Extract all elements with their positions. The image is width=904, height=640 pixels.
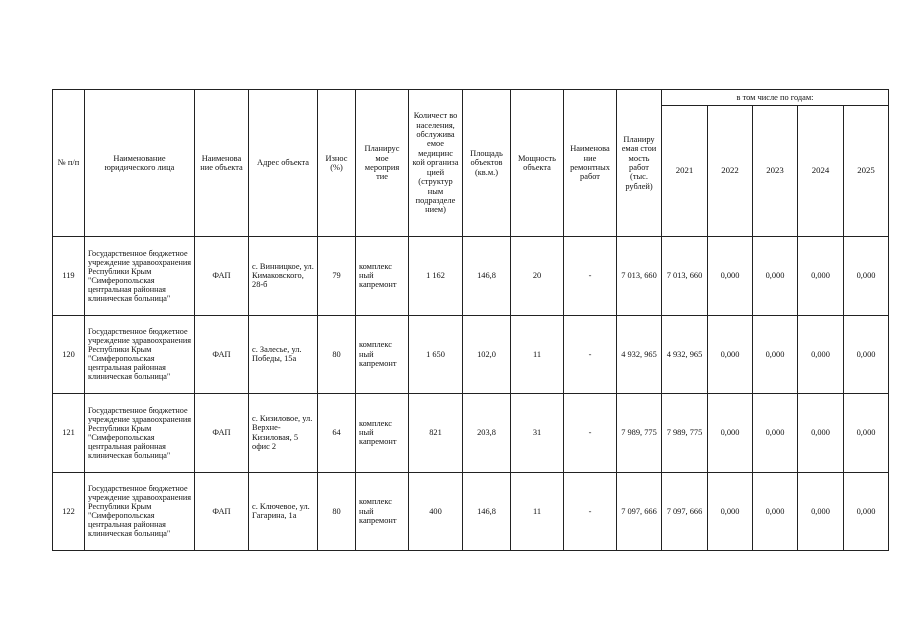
- header-repair-works: Наименова ние ремонтных работ: [564, 90, 617, 237]
- cell-measure: комплекс ный капремонт: [356, 472, 409, 551]
- cell-capacity: 20: [511, 237, 564, 316]
- cell-address: с. Ключевое, ул. Гагарина, 1а: [249, 472, 318, 551]
- cell-area: 146,8: [463, 237, 511, 316]
- header-year-2021: 2021: [662, 106, 708, 237]
- cell-wear: 64: [318, 394, 356, 473]
- table-row: [53, 472, 889, 551]
- header-population: Количест во населения, обслужива емое медицинс кой организа цией (структур ным подразделе нием): [409, 90, 463, 237]
- cell-address: с. Кизиловое, ул. Верхне-Кизиловая, 5 офис 2: [249, 394, 318, 473]
- cell-y2021: 7 989, 775: [662, 394, 708, 473]
- cell-num: 120: [53, 315, 85, 394]
- cell-y2025: 0,000: [844, 315, 889, 394]
- header-planned-measure: Планирус мое мероприя тие: [356, 90, 409, 237]
- cell-object: ФАП: [195, 237, 249, 316]
- cell-population: 1 162: [409, 237, 463, 316]
- cell-y2023: 0,000: [753, 394, 798, 473]
- cell-repair: -: [564, 472, 617, 551]
- header-by-years: в том числе по годам:: [662, 90, 889, 106]
- cell-wear: 79: [318, 237, 356, 316]
- cell-y2022: 0,000: [708, 394, 753, 473]
- cell-capacity: 11: [511, 315, 564, 394]
- header-planned-cost: Планиру емая стои мость работ (тыс. рублей): [617, 90, 662, 237]
- cell-cost: 7 989, 775: [617, 394, 662, 473]
- cell-capacity: 11: [511, 472, 564, 551]
- cell-cost: 7 013, 660: [617, 237, 662, 316]
- cell-repair: -: [564, 394, 617, 473]
- cell-y2022: 0,000: [708, 472, 753, 551]
- cell-address: с. Залесье, ул. Победы, 15а: [249, 315, 318, 394]
- cell-num: 119: [53, 237, 85, 316]
- cell-y2024: 0,000: [798, 394, 844, 473]
- header-area: Площадь объектов (кв.м.): [463, 90, 511, 237]
- table-row: [53, 394, 889, 473]
- cell-capacity: 31: [511, 394, 564, 473]
- cell-object: ФАП: [195, 472, 249, 551]
- cell-address: с. Винницкое, ул. Кимаковского, 28-б: [249, 237, 318, 316]
- cell-measure: комплекс ный капремонт: [356, 394, 409, 473]
- cell-object: ФАП: [195, 315, 249, 394]
- header-year-2025: 2025: [844, 106, 889, 237]
- cell-cost: 4 932, 965: [617, 315, 662, 394]
- cell-y2024: 0,000: [798, 315, 844, 394]
- cell-y2021: 7 013, 660: [662, 237, 708, 316]
- cell-measure: комплекс ный капремонт: [356, 315, 409, 394]
- cell-population: 1 650: [409, 315, 463, 394]
- cell-y2022: 0,000: [708, 237, 753, 316]
- cell-y2025: 0,000: [844, 237, 889, 316]
- cell-y2025: 0,000: [844, 394, 889, 473]
- cell-cost: 7 097, 666: [617, 472, 662, 551]
- cell-num: 121: [53, 394, 85, 473]
- cell-y2021: 4 932, 965: [662, 315, 708, 394]
- header-capacity: Мощность объекта: [511, 90, 564, 237]
- cell-area: 146,8: [463, 472, 511, 551]
- table-row: [53, 315, 889, 394]
- objects-table: [52, 89, 889, 551]
- header-org-name: Наименование юридического лица: [85, 90, 195, 237]
- cell-org: Государственное бюджетное учреждение здравоохранения Республики Крым "Симферопольская центральная районная клиническая больница": [85, 315, 195, 394]
- cell-org: Государственное бюджетное учреждение здравоохранения Республики Крым "Симферопольская центральная районная клиническая больница": [85, 237, 195, 316]
- cell-y2025: 0,000: [844, 472, 889, 551]
- cell-measure: комплекс ный капремонт: [356, 237, 409, 316]
- cell-org: Государственное бюджетное учреждение здравоохранения Республики Крым "Симферопольская центральная районная клиническая больница": [85, 472, 195, 551]
- cell-y2024: 0,000: [798, 472, 844, 551]
- header-year-2023: 2023: [753, 106, 798, 237]
- cell-area: 203,8: [463, 394, 511, 473]
- header-year-2022: 2022: [708, 106, 753, 237]
- cell-repair: -: [564, 315, 617, 394]
- cell-y2024: 0,000: [798, 237, 844, 316]
- cell-y2023: 0,000: [753, 237, 798, 316]
- cell-num: 122: [53, 472, 85, 551]
- header-wear: Износ (%): [318, 90, 356, 237]
- header-num: № п/п: [53, 90, 85, 237]
- cell-wear: 80: [318, 315, 356, 394]
- cell-y2023: 0,000: [753, 315, 798, 394]
- cell-repair: -: [564, 237, 617, 316]
- cell-y2021: 7 097, 666: [662, 472, 708, 551]
- cell-wear: 80: [318, 472, 356, 551]
- cell-population: 821: [409, 394, 463, 473]
- cell-org: Государственное бюджетное учреждение здравоохранения Республики Крым "Симферопольская центральная районная клиническая больница": [85, 394, 195, 473]
- table-row: [53, 237, 889, 316]
- header-object-name: Наименова ние объекта: [195, 90, 249, 237]
- cell-y2022: 0,000: [708, 315, 753, 394]
- cell-population: 400: [409, 472, 463, 551]
- cell-y2023: 0,000: [753, 472, 798, 551]
- cell-object: ФАП: [195, 394, 249, 473]
- header-address: Адрес объекта: [249, 90, 318, 237]
- header-year-2024: 2024: [798, 106, 844, 237]
- cell-area: 102,0: [463, 315, 511, 394]
